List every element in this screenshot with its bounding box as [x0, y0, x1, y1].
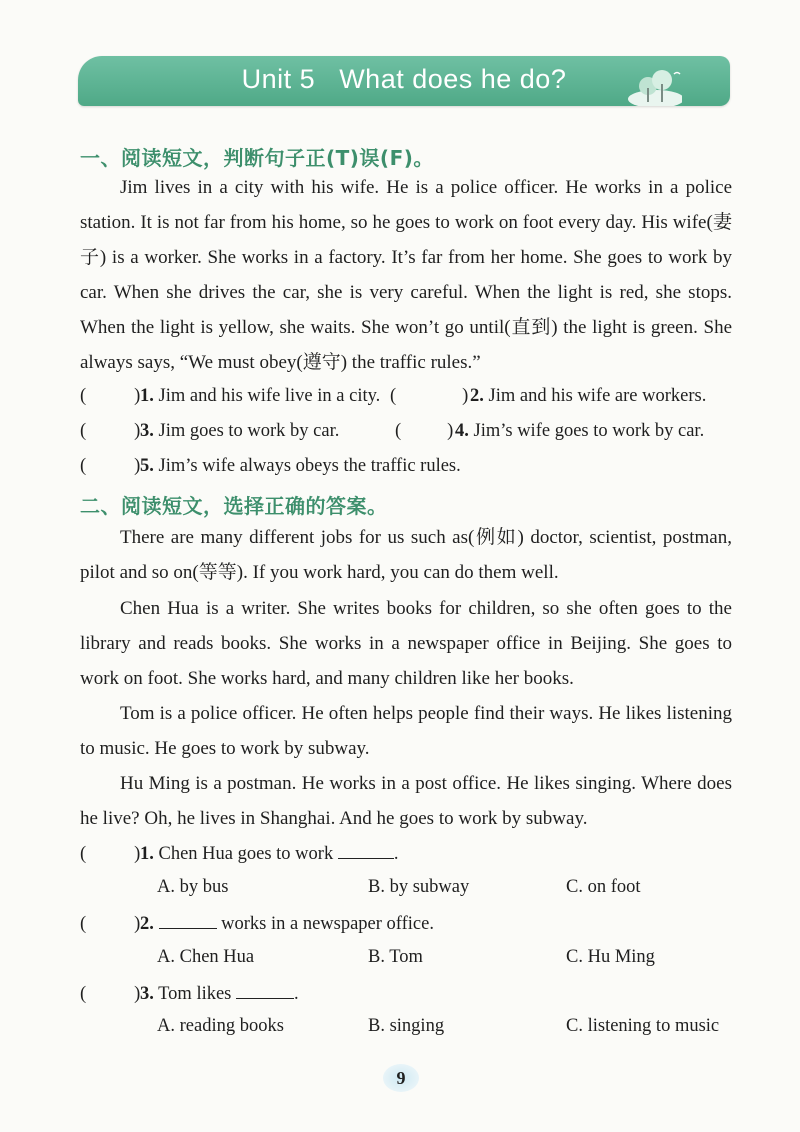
mc-2-option-a[interactable]: A. Chen Hua — [157, 947, 255, 967]
mc-2-option-b[interactable]: B. Tom — [368, 947, 423, 967]
mc-3-option-a[interactable]: A. reading books — [157, 1016, 284, 1036]
unit-title: Unit 5 What does he do? — [241, 64, 567, 94]
mc-2-option-c[interactable]: C. Hu Ming — [566, 947, 655, 967]
mc-question-2: ( )2. works in a newspaper office. — [80, 914, 434, 934]
fill-blank — [236, 982, 294, 999]
fill-blank — [159, 912, 217, 929]
mc-1-option-a[interactable]: A. by bus — [157, 877, 229, 897]
unit-banner — [78, 56, 730, 106]
mc-question-1: ( )1. Chen Hua goes to work . — [80, 844, 399, 864]
trees-decoration-icon — [626, 66, 682, 106]
mc-1-option-c[interactable]: C. on foot — [566, 877, 641, 897]
mc-3-option-b[interactable]: B. singing — [368, 1016, 445, 1036]
section-2-paragraph-4: Hu Ming is a postman. He works in a post office. He likes singing. Where does he live? Oh, he lives in Shanghai. And he goes to work by subway. — [80, 773, 732, 829]
section-2-paragraph-2: Chen Hua is a writer. She writes books for children, so she often goes to the library and reads books. She works in a newspaper office in Beijing. She goes to work on foot. She works hard, and many children like her books. — [80, 598, 732, 689]
tf-question-4: ( )4. Jim’s wife goes to work by car. — [395, 421, 705, 441]
mc-3-option-c[interactable]: C. listening to music — [566, 1016, 720, 1036]
tf-question-5: ( )5. Jim’s wife always obeys the traffic rules. — [80, 456, 461, 476]
page-number: 9 — [383, 1064, 419, 1092]
tf-question-3: ( )3. Jim goes to work by car. — [80, 421, 340, 441]
mc-question-3: ( )3. Tom likes . — [80, 984, 299, 1004]
mc-1-option-b[interactable]: B. by subway — [368, 877, 470, 897]
tf-question-1: ( )1. Jim and his wife live in a city. — [80, 386, 381, 406]
section-2-paragraph-3: Tom is a police officer. He often helps people find their ways. He likes listening to music. He goes to work by subway. — [80, 703, 732, 759]
fill-blank — [338, 842, 394, 859]
tf-question-2: ( )2. Jim and his wife are workers. — [390, 386, 707, 406]
section-1-passage: Jim lives in a city with his wife. He is a police officer. He works in a police station. It is not far from his home, so he goes to work on foot every day. His wife(妻子) is a worker. She works in a factory. It’s far from her home. She goes to work by car. When she drives the car, she is very careful. When the light is red, she stops. When the light is yellow, she waits. She won’t go until(直到) the light is green. She always says, “We must obey(遵守) the traffic rules.” — [80, 177, 732, 373]
section-2-paragraph-1: There are many different jobs for us such as(例如) doctor, scientist, postman, pilot and so on(等等). If you work hard, you can do them well. — [80, 527, 732, 583]
section-1-heading: 一、阅读短文，判断句子正(T)误(F)。 — [80, 146, 434, 170]
section-2-heading: 二、阅读短文，选择正确的答案。 — [80, 494, 388, 518]
